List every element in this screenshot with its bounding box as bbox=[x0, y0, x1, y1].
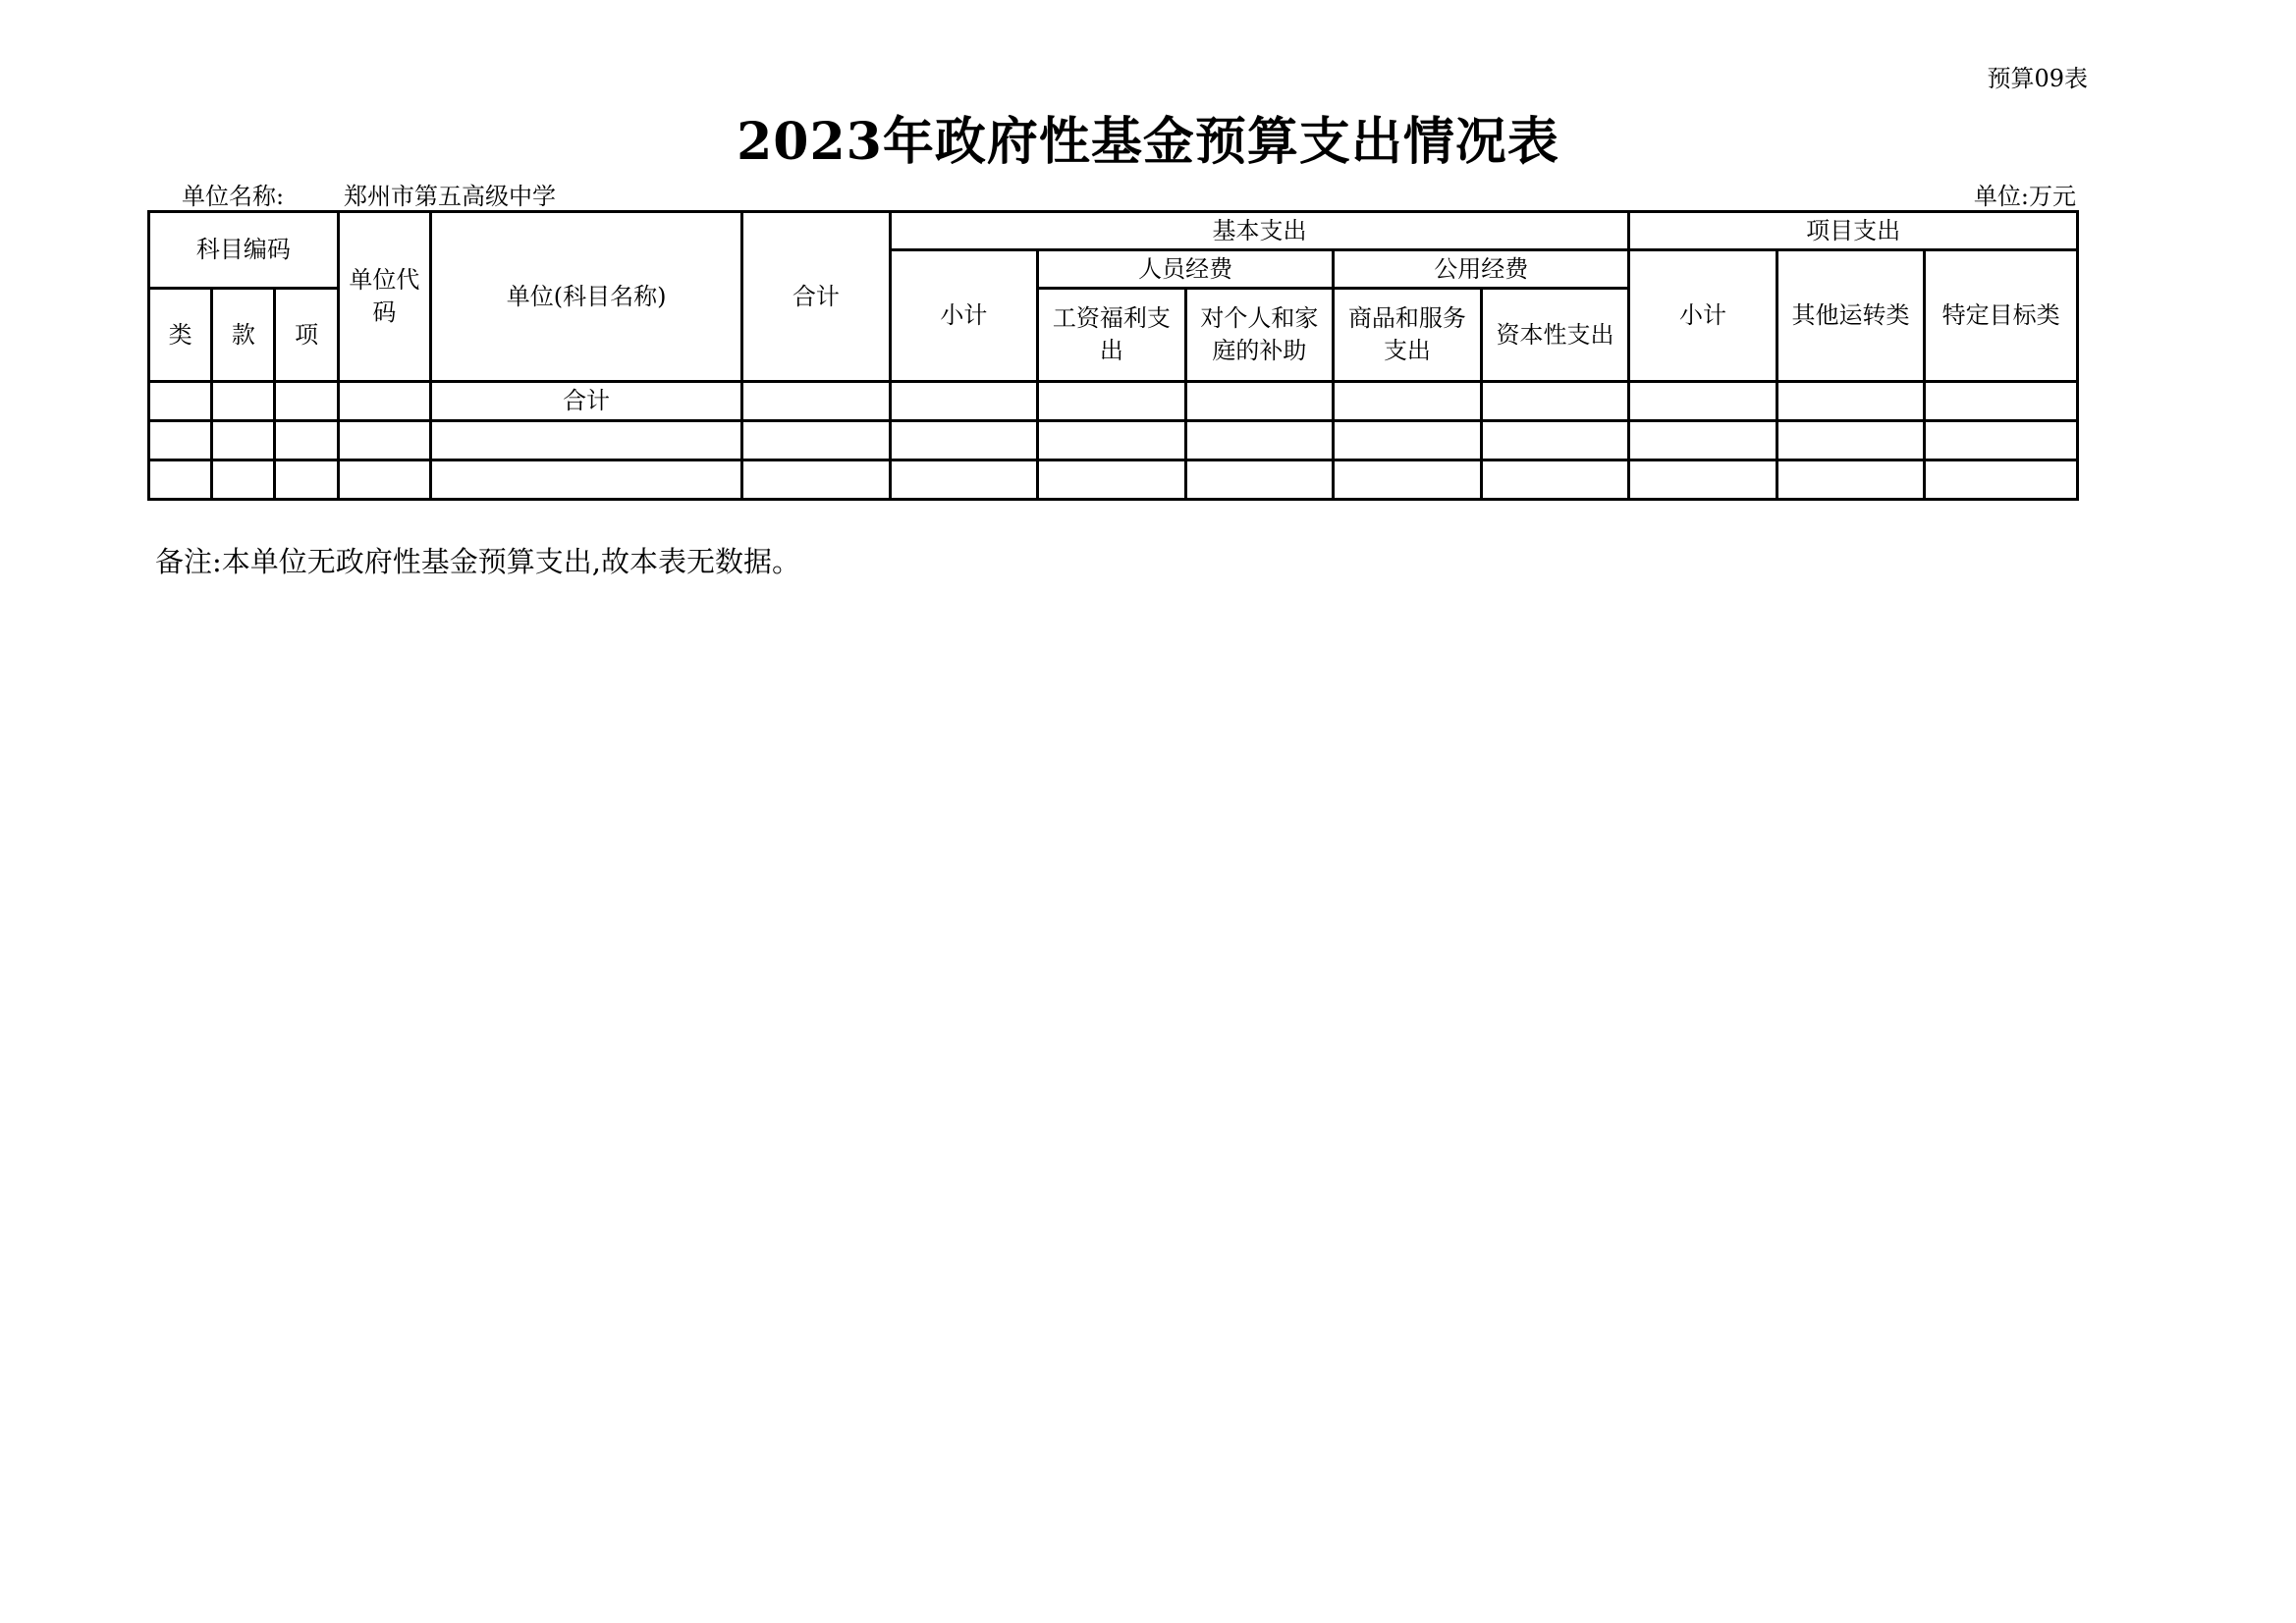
table-cell bbox=[890, 460, 1038, 500]
budget-table bbox=[147, 210, 2079, 501]
header-project-expenditure: 项目支出 bbox=[1629, 212, 2078, 250]
header-goods-services: 商品和服务支出 bbox=[1334, 289, 1482, 382]
table-cell bbox=[1038, 421, 1186, 460]
table-cell bbox=[431, 421, 742, 460]
table-cell bbox=[275, 460, 338, 500]
page-title: 2023年政府性基金预算支出情况表 bbox=[737, 112, 1559, 172]
header-item: 项 bbox=[275, 289, 338, 382]
header-row-1 bbox=[149, 212, 2078, 250]
table-cell bbox=[1925, 382, 2078, 421]
table-cell bbox=[1481, 460, 1629, 500]
header-basic-subtotal: 小计 bbox=[890, 250, 1038, 382]
table-cell bbox=[1038, 382, 1186, 421]
table-cell bbox=[149, 382, 212, 421]
table-cell bbox=[1334, 421, 1482, 460]
table-cell bbox=[212, 421, 275, 460]
header-subject-code: 科目编码 bbox=[149, 212, 339, 289]
table-body bbox=[149, 382, 2078, 500]
header-class: 类 bbox=[149, 289, 212, 382]
table-cell bbox=[338, 382, 430, 421]
table-cell bbox=[1777, 421, 1925, 460]
table-cell bbox=[742, 460, 891, 500]
table-cell bbox=[1629, 460, 1777, 500]
table-cell bbox=[149, 460, 212, 500]
table-cell bbox=[275, 382, 338, 421]
table-row bbox=[149, 421, 2078, 460]
table-cell bbox=[1481, 382, 1629, 421]
table-cell bbox=[275, 421, 338, 460]
table-cell bbox=[338, 421, 430, 460]
table-cell bbox=[1629, 421, 1777, 460]
header-project-subtotal: 小计 bbox=[1629, 250, 1777, 382]
header-public-funds: 公用经费 bbox=[1334, 250, 1629, 289]
table-cell bbox=[742, 382, 891, 421]
remark-note: 备注:本单位无政府性基金预算支出,故本表无数据。 bbox=[155, 545, 800, 578]
table-cell bbox=[149, 421, 212, 460]
table-cell bbox=[1038, 460, 1186, 500]
unit-name-label: 单位名称: bbox=[182, 183, 285, 210]
table-cell bbox=[1185, 421, 1334, 460]
table-cell bbox=[1777, 382, 1925, 421]
header-section: 款 bbox=[212, 289, 275, 382]
unit-name-value: 郑州市第五高级中学 bbox=[344, 183, 556, 210]
table-cell bbox=[212, 460, 275, 500]
header-wages-welfare: 工资福利支出 bbox=[1038, 289, 1186, 382]
table-cell bbox=[1629, 382, 1777, 421]
header-other-operating: 其他运转类 bbox=[1777, 250, 1925, 382]
header-personal-family-subsidy: 对个人和家庭的补助 bbox=[1185, 289, 1334, 382]
header-personnel-funds: 人员经费 bbox=[1038, 250, 1334, 289]
table-cell bbox=[890, 382, 1038, 421]
table-row bbox=[149, 460, 2078, 500]
header-capital-expenditure: 资本性支出 bbox=[1481, 289, 1629, 382]
table-cell bbox=[1334, 382, 1482, 421]
table-cell bbox=[1925, 421, 2078, 460]
header-total: 合计 bbox=[742, 212, 891, 382]
header-basic-expenditure: 基本支出 bbox=[890, 212, 1629, 250]
table-cell bbox=[1334, 460, 1482, 500]
table-cell: 合计 bbox=[431, 382, 742, 421]
table-cell bbox=[431, 460, 742, 500]
header-specific-target: 特定目标类 bbox=[1925, 250, 2078, 382]
table-cell bbox=[212, 382, 275, 421]
table-cell bbox=[1777, 460, 1925, 500]
table-cell bbox=[742, 421, 891, 460]
header-unit-subject-name: 单位(科目名称) bbox=[431, 212, 742, 382]
table-cell bbox=[1185, 382, 1334, 421]
currency-unit: 单位:万元 bbox=[1973, 183, 2076, 210]
table-row bbox=[149, 382, 2078, 421]
form-code: 预算09表 bbox=[1987, 65, 2088, 92]
table-cell bbox=[1481, 421, 1629, 460]
header-unit-code: 单位代码 bbox=[338, 212, 430, 382]
table-cell bbox=[1925, 460, 2078, 500]
table-cell bbox=[338, 460, 430, 500]
table-cell bbox=[1185, 460, 1334, 500]
table-cell bbox=[890, 421, 1038, 460]
